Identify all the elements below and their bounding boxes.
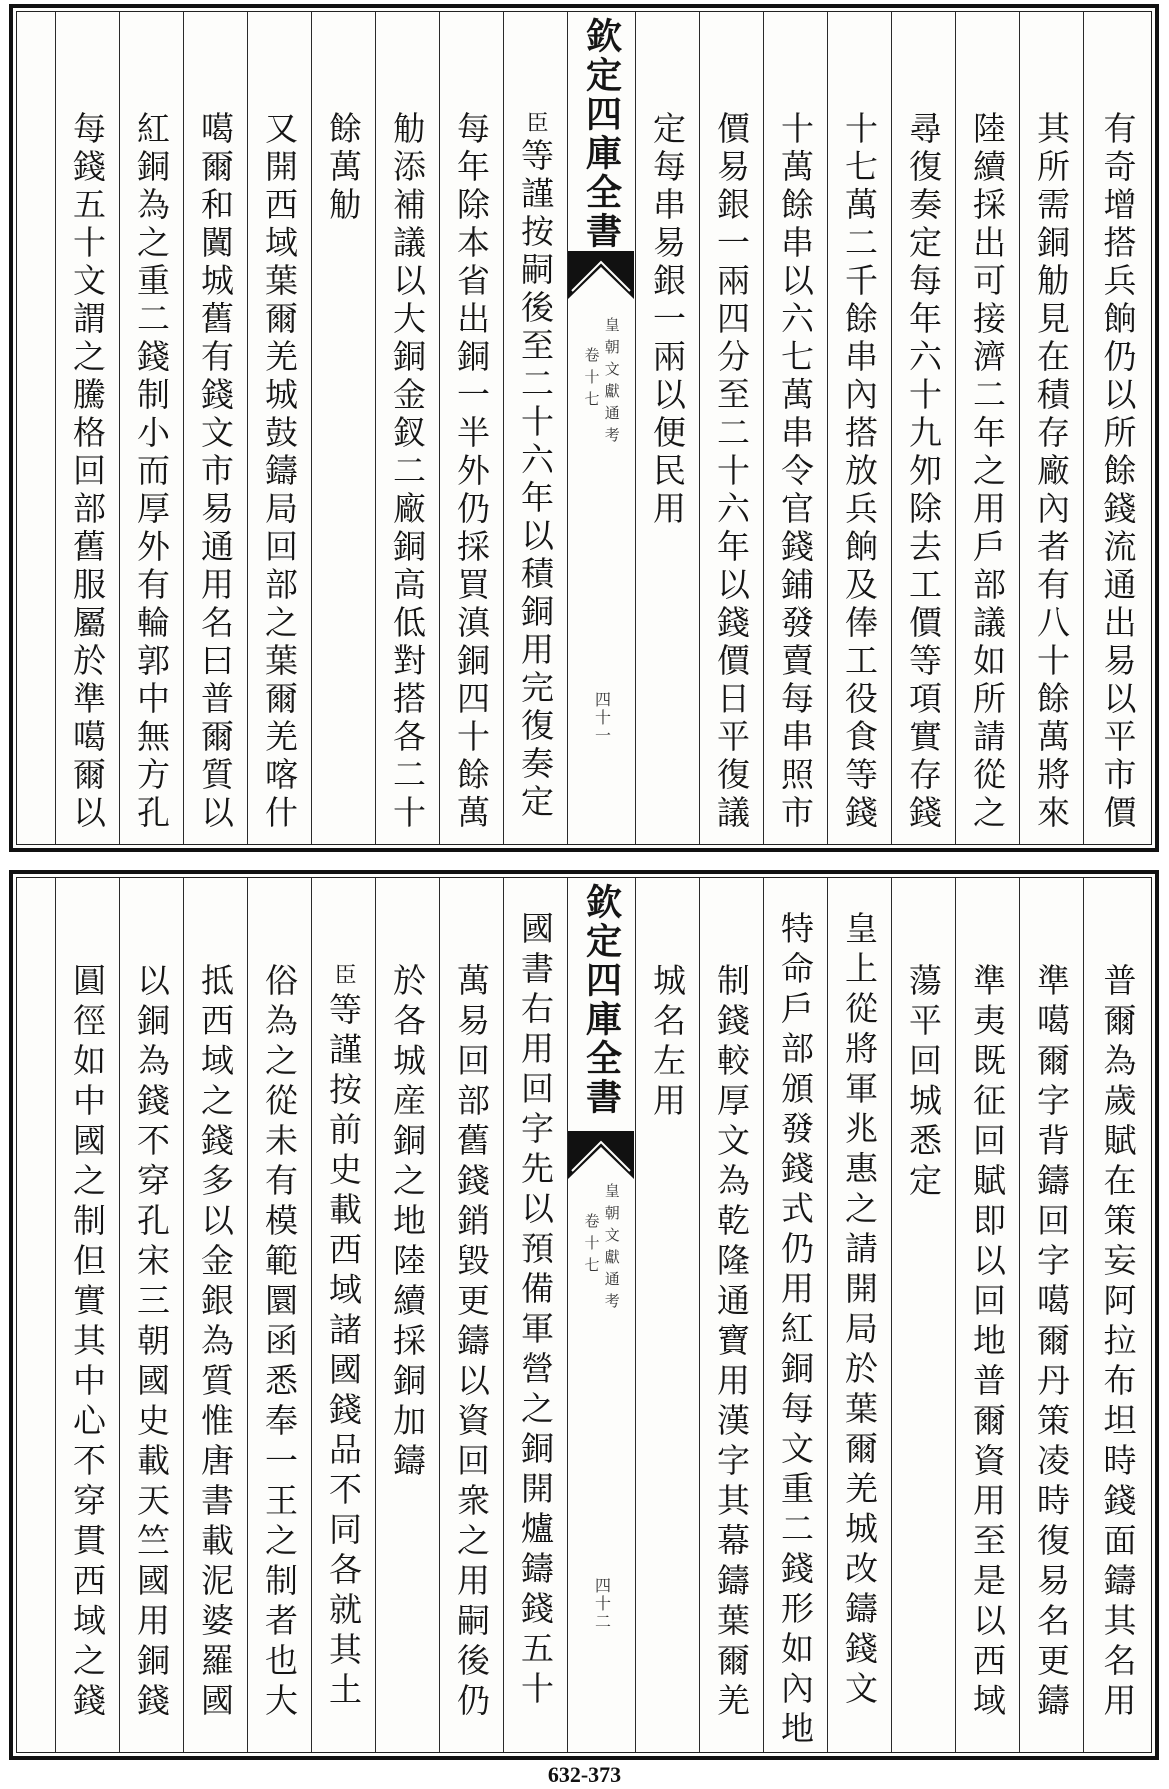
text-column [763,877,827,1753]
text-column [247,877,311,1753]
column-text: 特命戶部頒發錢式仍用紅銅每文重二錢形如內地 [776,911,815,1751]
text-column [1019,877,1083,1753]
fish-tail-mark [568,251,634,301]
text-column [311,11,375,845]
column-text: 餘萬觔 [324,111,363,225]
column-text: 於各城産銅之地陸續採銅加鑄 [388,963,427,1483]
column-text: 抵西域之錢多以金銀為質惟唐書載泥婆羅國 [196,963,235,1723]
volume-number: 卷十七 [582,347,601,413]
column-text: 制錢較厚文為乾隆通寶用漢字其幕鑄葉爾羌 [712,963,751,1723]
column-text: 皇上從將軍兆惠之請開局於葉爾羌城改鑄錢文 [840,911,879,1711]
column-text: 準噶爾字背鑄回字噶爾丹策凌時復易名更鑄 [1032,963,1071,1723]
column-text: 臣等謹按嗣後至二十六年以積銅用完復奏定 [516,111,555,822]
text-column [1019,11,1083,845]
text-column [699,11,763,845]
column-text: 又開西域葉爾羌城鼓鑄局回部之葉爾羌喀什 [260,111,299,833]
column-text: 圓徑如中國之制但實其中心不穿貫西域之錢 [68,963,107,1723]
fish-tail-mark [568,1131,634,1181]
text-column [955,11,1019,845]
text-column [763,11,827,845]
text-column [375,877,439,1753]
center-gutter [567,11,635,845]
column-text: 十萬餘串以六七萬串令官錢鋪發賣每串照市 [776,111,815,833]
column-text: 每錢五十文謂之騰格回部舊服屬於準噶爾以 [68,111,107,833]
text-column [1083,11,1152,845]
text-column [311,877,375,1753]
text-column [955,877,1019,1753]
footer-page-number: 632-373 [547,1762,622,1787]
text-column [1083,877,1152,1753]
book-title: 皇朝文獻通考 [602,317,621,449]
column-text: 定每串易銀一兩以便民用 [648,111,687,529]
text-column [119,11,183,845]
column-text: 國書右用回字先以預備軍營之銅開爐鑄錢五十 [516,911,555,1711]
column-text: 紅銅為之重二錢制小而厚外有輪郭中無方孔 [132,111,171,833]
column-text: 準夷既征回賦即以回地普爾資用至是以西域 [968,963,1007,1723]
folio-number: 四十一 [592,691,612,745]
column-text: 城名左用 [648,963,687,1123]
text-column [183,11,247,845]
folio-number: 四十二 [592,1577,612,1631]
column-text: 以銅為錢不穿孔宋三朝國史載天竺國用銅錢 [132,963,171,1723]
running-head: 欽定四庫全書 [580,17,623,251]
text-column [503,11,567,845]
volume-number: 卷十七 [582,1213,601,1279]
text-column [503,877,567,1753]
column-text: 其所需銅觔見在積存廠內者有八十餘萬將來 [1032,111,1071,833]
text-column [375,11,439,845]
text-column [119,877,183,1753]
column-text: 噶爾和闐城舊有錢文市易通用名曰普爾質以 [196,111,235,833]
page-panel-bottom [9,870,1159,1760]
text-column [891,11,955,845]
text-column [635,877,699,1753]
text-column [439,877,503,1753]
column-text: 十七萬二千餘串內搭放兵餉及俸工役食等錢 [840,111,879,833]
column-text: 觔添補議以大銅金釵二廠銅高低對搭各二十 [388,111,427,833]
column-text: 每年除本省出銅一半外仍採買滇銅四十餘萬 [452,111,491,833]
text-column [891,877,955,1753]
text-column [699,877,763,1753]
column-text: 價易銀一兩四分至二十六年以錢價日平復議 [712,111,751,833]
text-column [827,877,891,1753]
text-column [827,11,891,845]
text-column [439,11,503,845]
column-text: 萬易回部舊錢銷毀更鑄以資回衆之用嗣後仍 [452,963,491,1723]
text-column [635,11,699,845]
running-head: 欽定四庫全書 [580,883,623,1117]
text-column [55,877,119,1753]
column-text: 有奇增搭兵餉仍以所餘錢流通出易以平市價 [1098,111,1138,833]
column-text: 普爾為歲賦在策妄阿拉布坦時錢面鑄其名用 [1098,963,1138,1723]
column-text: 尋復奏定每年六十九夘除去工價等項實存錢 [904,111,943,833]
text-column [247,11,311,845]
column-text: 俗為之從未有模範圜函悉奉一王之制者也大 [260,963,299,1723]
page-panel-top [9,4,1159,852]
text-column [55,11,119,845]
column-text: 蕩平回城悉定 [904,963,943,1203]
book-title-block [581,1183,622,1315]
column-text: 臣等謹按前史載西域諸國錢品不同各就其土 [324,963,363,1712]
book-title: 皇朝文獻通考 [602,1183,621,1315]
book-title-block [581,317,622,449]
text-column [183,877,247,1753]
column-text: 陸續採出可接濟二年之用戶部議如所請從之 [968,111,1007,833]
center-gutter [567,877,635,1753]
